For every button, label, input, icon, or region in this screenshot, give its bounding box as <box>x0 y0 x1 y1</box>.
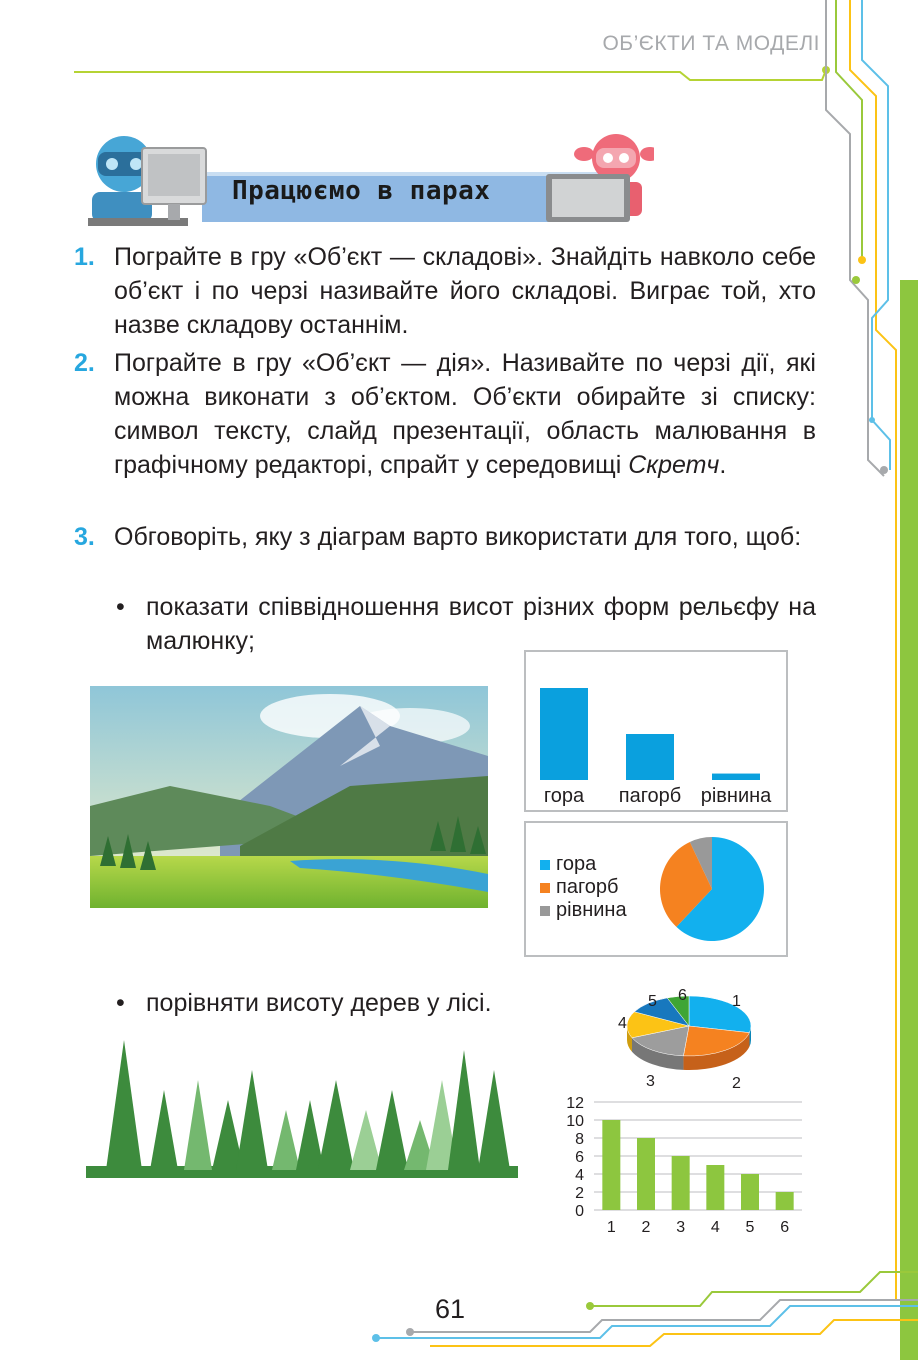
task-3 <box>74 520 816 554</box>
section-title: ОБ’ЄКТИ ТА МОДЕЛІ <box>602 32 820 55</box>
y-tick-label: 6 <box>575 1149 584 1166</box>
bar-рівнина <box>712 774 760 780</box>
legend-item: гора <box>540 853 627 876</box>
scratch-name: Скретч <box>628 451 720 479</box>
bar-label: рівнина <box>700 785 772 807</box>
task-text: Пограйте в гру «Об’єкт — складові». Знайдіть навколо себе об’єкт і по черзі називайте його складові. Виграє той, хто назве складову останнім. <box>114 243 816 339</box>
page-number: 61 <box>434 1294 466 1324</box>
pie-label: 6 <box>678 987 687 1004</box>
task-1 <box>74 240 816 342</box>
forest-silhouette-image <box>86 1030 518 1180</box>
bar-2 <box>637 1138 655 1210</box>
task-number: 3. <box>74 523 95 551</box>
relief-bar-chart-canvas <box>526 652 786 810</box>
bullet-text: порівняти висоту дерев у лісі. <box>146 989 492 1017</box>
bullet-text: показати співвідношення висот різних форм рельєфу на малюнку; <box>146 593 816 655</box>
laptop-icon <box>546 174 630 222</box>
legend-item: рівнина <box>540 899 627 922</box>
x-tick-label: 6 <box>780 1219 790 1236</box>
task-text: Пограйте в гру «Об’єкт — дія». Називайте по черзі дії, які можна виконати з об’єктом. Об’єкти обирайте зі списку: символ тексту, слайд презентації, область малювання в графічному редакторі, спрайт у середовищі Скретч. <box>114 349 816 479</box>
pie-label: 4 <box>618 1015 627 1032</box>
relief-pie-chart <box>524 821 788 957</box>
bar-3 <box>672 1156 690 1210</box>
bullet-trees <box>116 986 556 1020</box>
x-tick-label: 1 <box>606 1219 616 1236</box>
task-2 <box>74 346 816 482</box>
y-tick-label: 4 <box>575 1167 584 1184</box>
pie-label: 1 <box>732 993 741 1010</box>
trees-3d-pie-chart <box>604 984 774 1094</box>
bar-пагорб <box>626 734 674 780</box>
bullet-relief <box>116 590 816 658</box>
y-tick-label: 0 <box>575 1203 584 1220</box>
relief-pie-canvas <box>652 833 772 945</box>
y-tick-label: 12 <box>566 1095 584 1112</box>
bullet-marker: • <box>116 989 125 1017</box>
task-number: 1. <box>74 243 95 271</box>
task-number: 2. <box>74 349 95 377</box>
task-text: Обговоріть, яку з діаграм варто використати для того, щоб: <box>114 523 802 551</box>
trees-bar-chart <box>556 1092 806 1242</box>
pie-label: 5 <box>648 993 657 1010</box>
x-tick-label: 2 <box>641 1219 651 1236</box>
bar-6 <box>776 1192 794 1210</box>
bullet-marker: • <box>116 593 125 621</box>
bar-label: пагорб <box>618 785 682 807</box>
bar-label: гора <box>543 785 585 807</box>
y-tick-label: 8 <box>575 1131 584 1148</box>
legend-item: пагорб <box>540 876 627 899</box>
y-tick-label: 10 <box>566 1113 584 1130</box>
pie-label: 3 <box>646 1073 655 1090</box>
bar-1 <box>602 1120 620 1210</box>
y-tick-label: 2 <box>575 1185 584 1202</box>
pie-label: 2 <box>732 1075 741 1092</box>
bar-5 <box>741 1174 759 1210</box>
bar-4 <box>706 1165 724 1210</box>
relief-bar-chart <box>524 650 788 812</box>
x-tick-label: 4 <box>710 1219 720 1236</box>
x-tick-label: 5 <box>745 1219 755 1236</box>
pie-legend <box>540 853 627 922</box>
mountain-landscape-image <box>90 686 488 908</box>
banner-title: Працюємо в парах <box>232 176 491 206</box>
x-tick-label: 3 <box>676 1219 686 1236</box>
bar-гора <box>540 688 588 780</box>
